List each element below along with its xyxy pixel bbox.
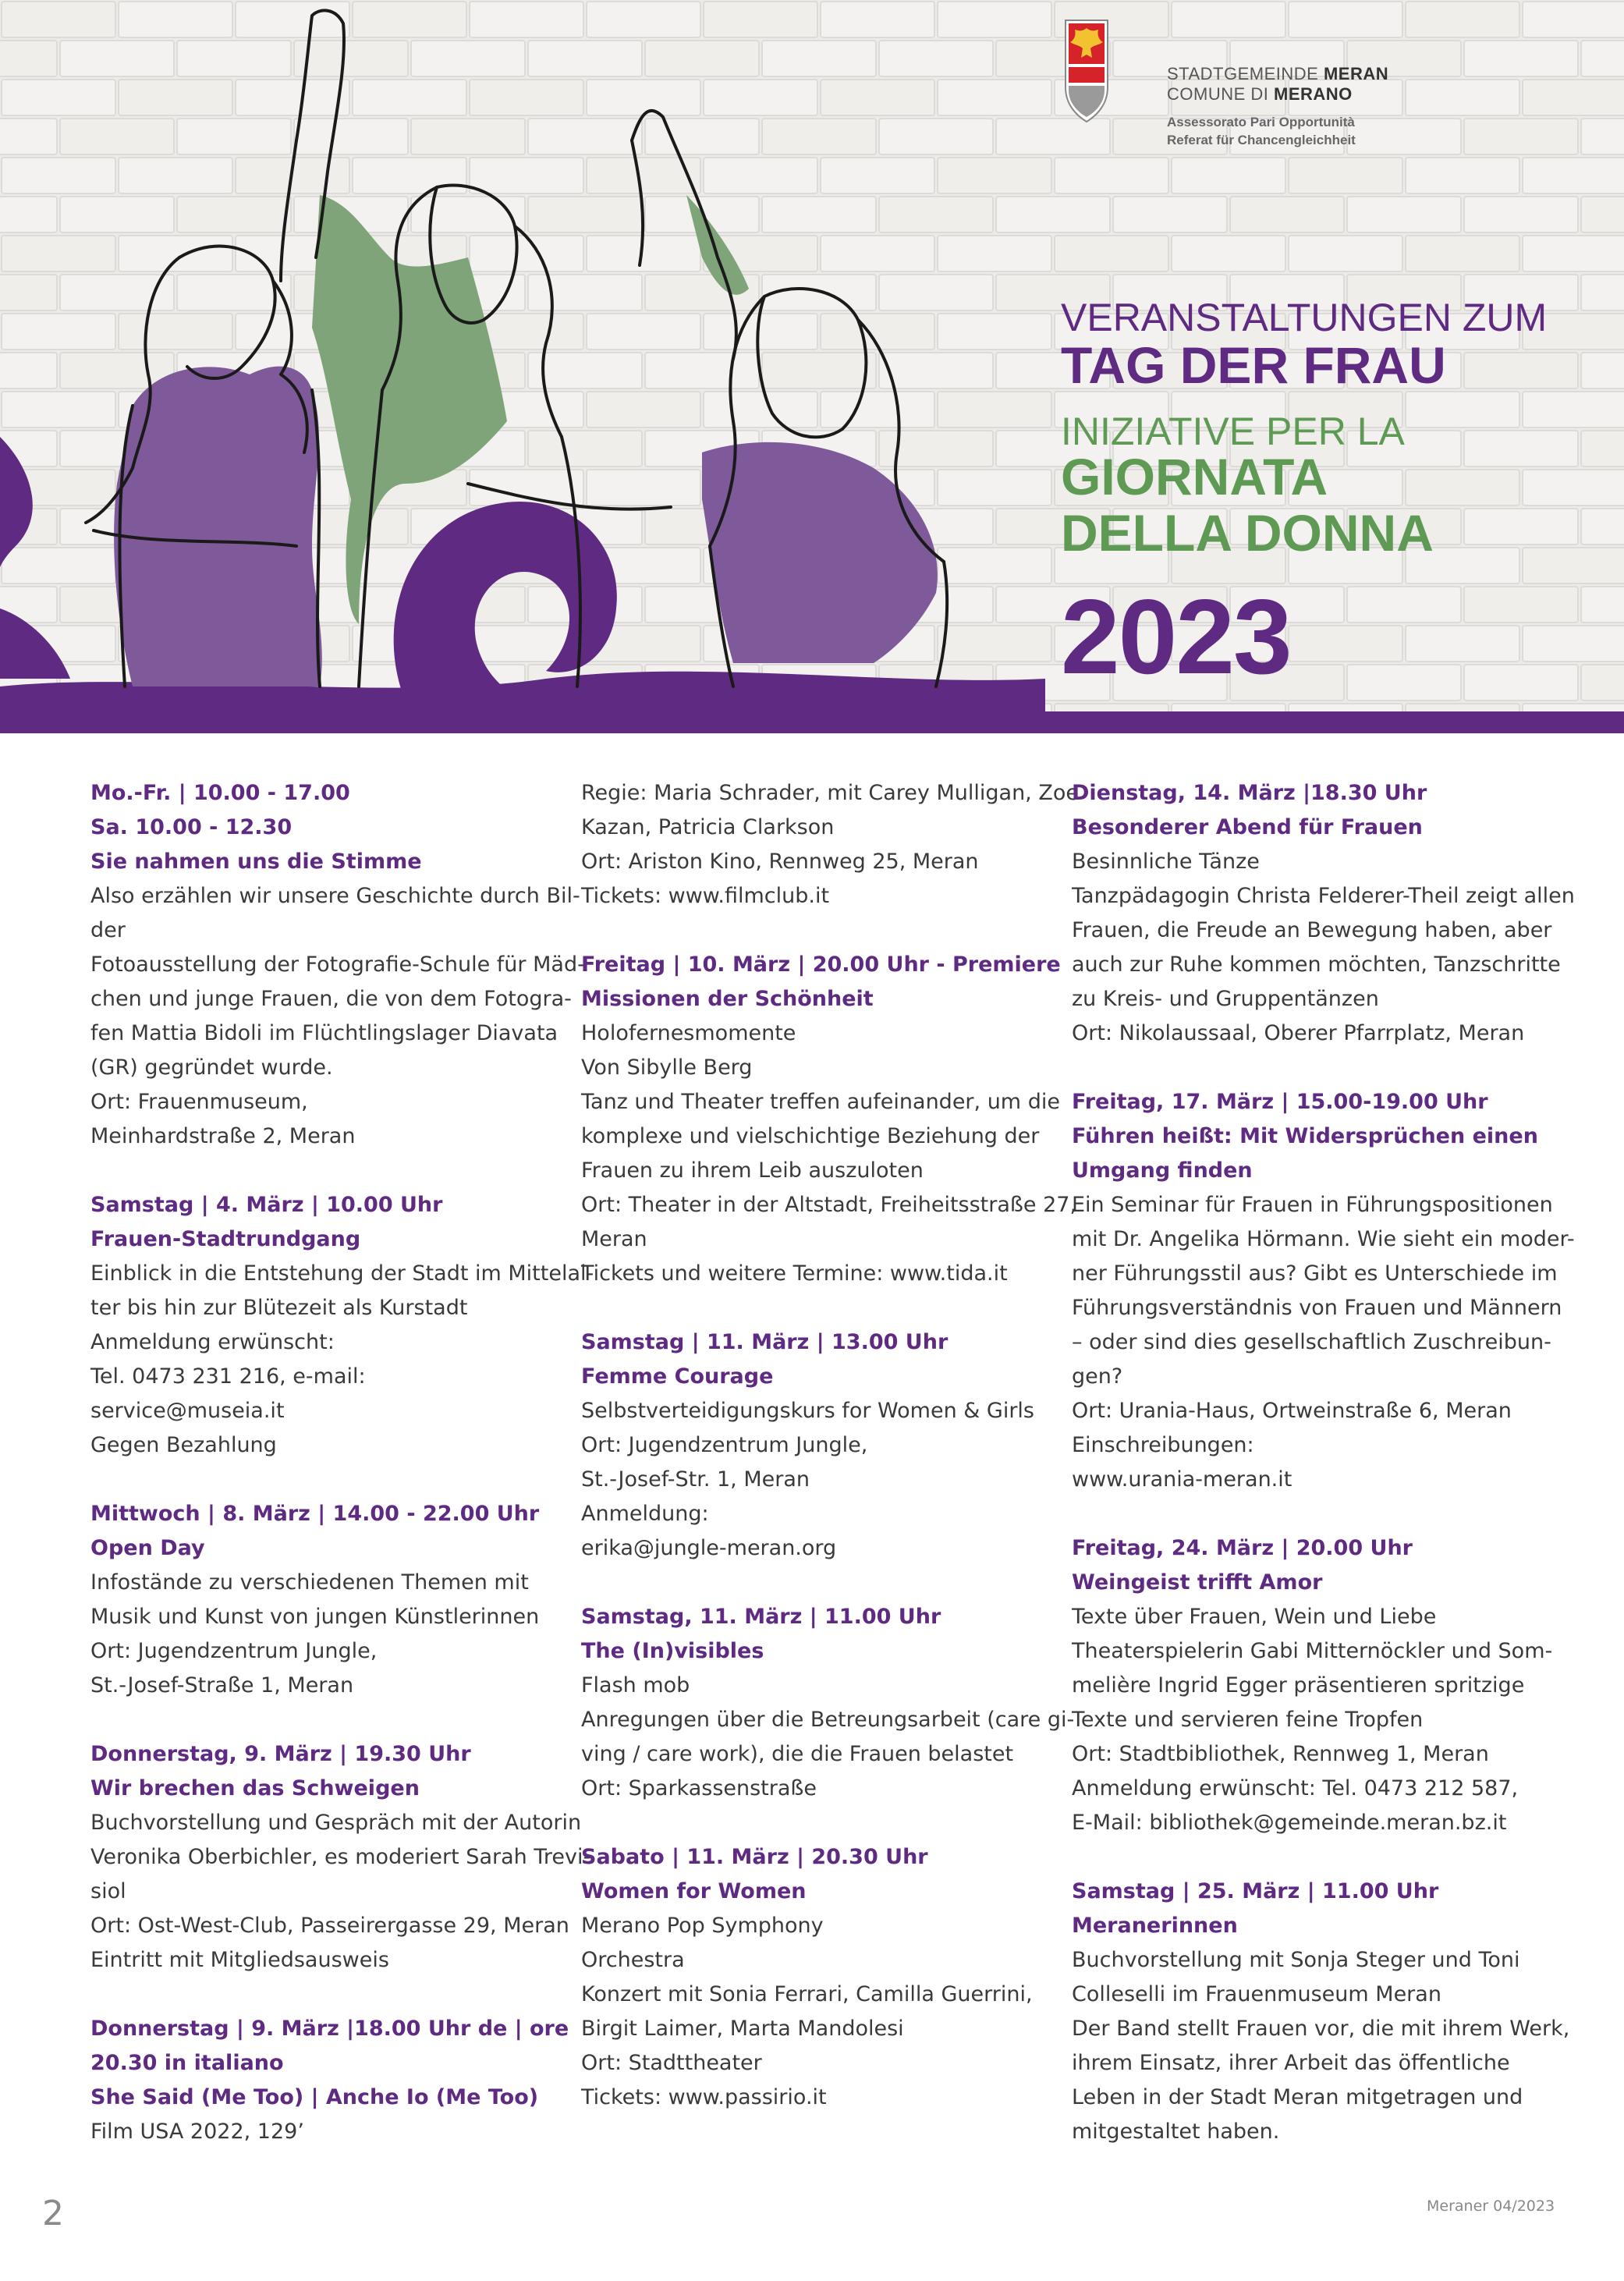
event-title: Sie nahmen uns die Stimme	[90, 850, 422, 874]
event-entry	[581, 1840, 1065, 2115]
title-it-line1: INIZIATIVE PER LA	[1061, 410, 1405, 453]
event-entry	[581, 948, 1077, 1291]
event-text: Infostände zu verschiedenen Themen mit	[90, 1570, 529, 1595]
event-text: ter bis hin zur Blütezeit als Kurstadt	[90, 1296, 468, 1320]
event-text: chen und junge Frauen, die von dem Fotogra-	[90, 987, 572, 1011]
left-flourish-bottom	[0, 608, 70, 679]
event-date: Freitag, 24. März | 20.00 Uhr	[1072, 1536, 1413, 1560]
publication-issue: Meraner 04/2023	[1427, 2198, 1555, 2215]
event-text: Tickets und weitere Termine: www.tida.it	[581, 1261, 1008, 1286]
page-number: 2	[42, 2194, 64, 2233]
event-text: komplexe und vielschichtige Beziehung der	[581, 1124, 1040, 1148]
brick	[1581, 431, 1624, 466]
events-column-1	[90, 776, 594, 2183]
event-date: Mittwoch | 8. März | 14.00 - 22.00 Uhr	[90, 1502, 540, 1526]
event-title: Women for Women	[581, 1879, 807, 1903]
event-text: siol	[90, 1879, 126, 1903]
brick	[1172, 2, 1285, 37]
brick	[1464, 665, 1578, 701]
event-title: Open Day	[90, 1536, 205, 1560]
event-text: erika@jungle-meran.org	[581, 1536, 837, 1560]
brick	[1523, 158, 1624, 193]
event-text: service@museia.it	[90, 1399, 285, 1423]
banner-bottom-strip	[0, 711, 1624, 733]
event-text: ihrem Einsatz, ihrer Arbeit das öffentliche	[1072, 2051, 1510, 2075]
event-text: Orchestra	[581, 1948, 685, 1972]
brick	[1581, 197, 1624, 232]
event-text: mit Dr. Angelika Hörmann. Wie sieht ein moder-	[1072, 1227, 1575, 1251]
event-text: Tel. 0473 231 216, e-mail:	[90, 1364, 366, 1389]
event-date: Mo.-Fr. | 10.00 - 17.00	[90, 781, 350, 805]
event-date: Samstag, 11. März | 11.00 Uhr	[581, 1605, 941, 1629]
event-text: Frauen zu ihrem Leib auszuloten	[581, 1158, 924, 1183]
event-text: Ort: Urania-Haus, Ortweinstraße 6, Meran	[1072, 1399, 1512, 1423]
event-title: She Said (Me Too) | Anche Io (Me Too)	[90, 2085, 539, 2109]
event-text: Tickets: www.filmclub.it	[581, 884, 830, 908]
brick	[1581, 353, 1624, 388]
event-entry	[581, 1600, 1075, 1806]
brick	[1464, 509, 1578, 545]
event-text: Ort: Stadttheater	[581, 2051, 762, 2075]
event-title: The (In)visibles	[581, 1639, 764, 1663]
brick	[1581, 665, 1624, 701]
brick	[1289, 2, 1402, 37]
event-text: Eintritt mit Mitgliedsausweis	[90, 1948, 389, 1972]
event-text: Leben in der Stadt Meran mitgetragen und	[1072, 2085, 1523, 2109]
event-text: – oder sind dies gesellschaftlich Zuschreibun-	[1072, 1330, 1551, 1354]
brick	[1406, 626, 1519, 662]
brick	[1464, 587, 1578, 623]
event-entry	[581, 1325, 1065, 1566]
event-title: Meranerinnen	[1072, 1914, 1238, 1938]
event-date: Sabato | 11. März | 20.30 Uhr	[581, 1845, 928, 1869]
event-text: Colleselli im Frauenmuseum Meran	[1072, 1982, 1441, 2006]
event-text: Führungsverständnis von Frauen und Männern	[1072, 1296, 1562, 1320]
event-title: Führen heißt: Mit Widersprüchen einen	[1072, 1124, 1538, 1148]
event-text: Texte über Frauen, Wein und Liebe	[1072, 1605, 1437, 1629]
event-text: Anregungen über die Betreungsarbeit (care gi-	[581, 1708, 1075, 1732]
event-text: Ort: Sparkassenstraße	[581, 1776, 817, 1800]
event-date: Samstag | 11. März | 13.00 Uhr	[581, 1330, 949, 1354]
brick	[1523, 2, 1624, 37]
event-text: mitgestaltet haben.	[1072, 2120, 1280, 2144]
event-title: Wir brechen das Schweigen	[90, 1776, 420, 1800]
brick	[1289, 158, 1402, 193]
event-text: der	[90, 918, 126, 942]
brick	[1289, 236, 1402, 271]
event-text: (GR) gegründet wurde.	[90, 1055, 333, 1080]
event-text: melière Ingrid Egger präsentieren spritzige	[1072, 1673, 1525, 1697]
brick	[1347, 119, 1461, 154]
title-de-line1: VERANSTALTUNGEN ZUM	[1061, 296, 1548, 339]
event-text: Tanzpädagogin Christa Felderer-Theil zeigt allen	[1072, 884, 1575, 908]
brick	[1172, 158, 1285, 193]
event-text: Ort: Theater in der Altstadt, Freiheitsstraße 27,	[581, 1193, 1077, 1217]
event-text: E-Mail: bibliothek@gemeinde.meran.bz.it	[1072, 1811, 1507, 1835]
event-text: Texte und servieren feine Tropfen	[1072, 1708, 1424, 1732]
event-text: zu Kreis- und Gruppentänzen	[1072, 987, 1379, 1011]
event-entry	[90, 2012, 574, 2149]
logo-department-de: Referat für Chancengleichheit	[1167, 133, 1356, 147]
brick	[1523, 236, 1624, 271]
event-text: St.-Josef-Str. 1, Meran	[581, 1467, 810, 1492]
event-text: Tanz und Theater treffen aufeinander, um die	[581, 1090, 1060, 1114]
event-text: St.-Josef-Straße 1, Meran	[90, 1673, 354, 1697]
event-date: Donnerstag | 9. März |18.00 Uhr de | ore	[90, 2017, 569, 2041]
event-text: Meinhardstraße 2, Meran	[90, 1124, 356, 1148]
event-entry	[90, 1737, 591, 1978]
event-text: Anmeldung erwünscht: Tel. 0473 212 587,	[1072, 1776, 1519, 1800]
event-text: Buchvorstellung und Gespräch mit der Autorin	[90, 1811, 582, 1835]
event-date: Donnerstag, 9. März | 19.30 Uhr	[90, 1742, 471, 1766]
brick	[1055, 158, 1168, 193]
event-text: Theaterspielerin Gabi Mitternöckler und Som-	[1072, 1639, 1553, 1663]
event-text: Meran	[581, 1227, 647, 1251]
brick	[1523, 470, 1624, 506]
event-title: Frauen-Stadtrundgang	[90, 1227, 361, 1251]
event-text: auch zur Ruhe kommen möchten, Tanzschritte	[1072, 952, 1561, 977]
event-text: Der Band stellt Frauen vor, die mit ihrem Werk,	[1072, 2017, 1570, 2041]
brick	[1406, 470, 1519, 506]
brick	[1406, 80, 1519, 115]
event-text: Ort: Jugendzentrum Jungle,	[581, 1433, 868, 1457]
brick	[1347, 665, 1461, 701]
event-text: Besinnliche Tänze	[1072, 850, 1260, 874]
logo-department-it: Assessorato Pari Opportunità	[1167, 115, 1355, 129]
event-entry	[1072, 1085, 1575, 1497]
event-date: Dienstag, 14. März |18.30 Uhr	[1072, 781, 1427, 805]
event-text: Ort: Ariston Kino, Rennweg 25, Meran	[581, 850, 979, 874]
logo-municipality-de: STADTGEMEINDE MERAN	[1167, 64, 1389, 83]
event-text: Buchvorstellung mit Sonja Steger und Toni	[1072, 1948, 1520, 1972]
event-text: Ein Seminar für Frauen in Führungspositionen	[1072, 1193, 1553, 1217]
event-text: Ort: Frauenmuseum,	[90, 1090, 308, 1114]
event-entry	[581, 776, 1079, 913]
brick	[1230, 197, 1344, 232]
event-entry	[90, 1188, 594, 1463]
event-entry	[90, 1497, 574, 1703]
figure-left-shirt	[114, 367, 322, 686]
event-text: Ort: Nikolaussaal, Oberer Pfarrplatz, Meran	[1072, 1021, 1525, 1045]
brick	[1581, 509, 1624, 545]
event-text: Ort: Jugendzentrum Jungle,	[90, 1639, 378, 1663]
event-text: Holofernesmomente	[581, 1021, 796, 1045]
events-column-2	[581, 776, 1079, 2149]
event-text: ving / care work), die die Frauen belastet	[581, 1742, 1014, 1766]
brick	[1172, 236, 1285, 271]
event-text: Musik und Kunst von jungen Künstlerinnen	[90, 1605, 540, 1629]
logo-municipality-it: COMUNE DI MERANO	[1167, 84, 1353, 104]
title-it-line3: DELLA DONNA	[1061, 504, 1434, 562]
women-illustration	[0, 0, 1045, 733]
event-title: Femme Courage	[581, 1364, 774, 1389]
title-de-line2: TAG DER FRAU	[1061, 336, 1446, 394]
header-banner	[0, 0, 1624, 733]
figure-right-shirt	[702, 442, 938, 663]
brick	[1581, 587, 1624, 623]
event-date: Sa. 10.00 - 12.30	[90, 815, 293, 839]
event-text: ner Führungsstil aus? Gibt es Unterschiede im	[1072, 1261, 1558, 1286]
brick	[1464, 431, 1578, 466]
brick	[1347, 587, 1461, 623]
event-text: Selbstverteidigungskurs for Women & Girls	[581, 1399, 1034, 1423]
title-year: 2023	[1061, 577, 1291, 696]
brick	[1523, 80, 1624, 115]
brick	[1464, 197, 1578, 232]
event-text: Konzert mit Sonia Ferrari, Camilla Guerrini,	[581, 1982, 1033, 2006]
event-text: Von Sibylle Berg	[581, 1055, 753, 1080]
event-text: Einblick in die Entstehung der Stadt im Mittelal-	[90, 1261, 594, 1286]
event-text: Frauen, die Freude an Bewegung haben, aber	[1072, 918, 1552, 942]
event-title: Weingeist trifft Amor	[1072, 1570, 1323, 1595]
event-text: Ort: Ost-West-Club, Passeirergasse 29, Meran	[90, 1914, 569, 1938]
brick	[1289, 626, 1402, 662]
brick	[1406, 392, 1519, 427]
event-text: Merano Pop Symphony	[581, 1914, 824, 1938]
brick	[1464, 41, 1578, 76]
event-text: Einschreibungen:	[1072, 1433, 1254, 1457]
event-text: Also erzählen wir unsere Geschichte durch Bil-	[90, 884, 580, 908]
brick	[1406, 236, 1519, 271]
event-text: Film USA 2022, 129’	[90, 2120, 304, 2144]
event-date: Samstag | 4. März | 10.00 Uhr	[90, 1193, 443, 1217]
brick	[1523, 548, 1624, 584]
event-entry	[1072, 1531, 1555, 1840]
event-date: Samstag | 25. März | 11.00 Uhr	[1072, 1879, 1439, 1903]
figure-right-arm	[686, 195, 749, 295]
event-date: Freitag | 10. März | 20.00 Uhr - Premiere	[581, 952, 1061, 977]
tyrol-eagle-crest-icon	[1062, 17, 1111, 126]
event-text: Ort: Stadtbibliothek, Rennweg 1, Meran	[1072, 1742, 1489, 1766]
brick	[1113, 197, 1227, 232]
left-flourish-shape	[0, 437, 33, 593]
brick	[1523, 626, 1624, 662]
event-text: Tickets: www.passirio.it	[581, 2085, 827, 2109]
event-text: Gegen Bezahlung	[90, 1433, 277, 1457]
brick	[1464, 353, 1578, 388]
event-text: fen Mattia Bidoli im Flüchtlingslager Diavata	[90, 1021, 558, 1045]
brick	[1406, 158, 1519, 193]
event-entry	[90, 776, 585, 1154]
brick	[1347, 197, 1461, 232]
event-text: Flash mob	[581, 1673, 690, 1697]
event-text: Fotoausstellung der Fotografie-Schule für Mäd-	[90, 952, 585, 977]
brick	[1464, 119, 1578, 154]
event-date: Freitag, 17. März | 15.00-19.00 Uhr	[1072, 1090, 1488, 1114]
event-text: Anmeldung erwünscht:	[90, 1330, 335, 1354]
event-text: Veronika Oberbichler, es moderiert Sarah Trevi-	[90, 1845, 591, 1869]
event-title: Besonderer Abend für Frauen	[1072, 815, 1423, 839]
event-title: Missionen der Schönheit	[581, 987, 874, 1011]
event-text: Anmeldung:	[581, 1502, 709, 1526]
brick	[1523, 392, 1624, 427]
event-text: Birgit Laimer, Marta Mandolesi	[581, 2017, 904, 2041]
title-it-line2: GIORNATA	[1061, 448, 1328, 506]
brick	[1581, 275, 1624, 310]
brick	[1406, 2, 1519, 37]
brick	[1581, 41, 1624, 76]
event-text: Regie: Maria Schrader, mit Carey Mulligan, Zoe	[581, 781, 1079, 805]
brick	[1055, 236, 1168, 271]
event-entry	[1072, 776, 1575, 1051]
event-entry	[1072, 1875, 1570, 2149]
event-title: Umgang finden	[1072, 1158, 1253, 1183]
event-text: Kazan, Patricia Clarkson	[581, 815, 835, 839]
event-text: www.urania-meran.it	[1072, 1467, 1292, 1492]
brick	[1581, 119, 1624, 154]
event-date: 20.30 in italiano	[90, 2051, 284, 2075]
event-text: gen?	[1072, 1364, 1123, 1389]
events-column-3	[1072, 776, 1575, 2183]
